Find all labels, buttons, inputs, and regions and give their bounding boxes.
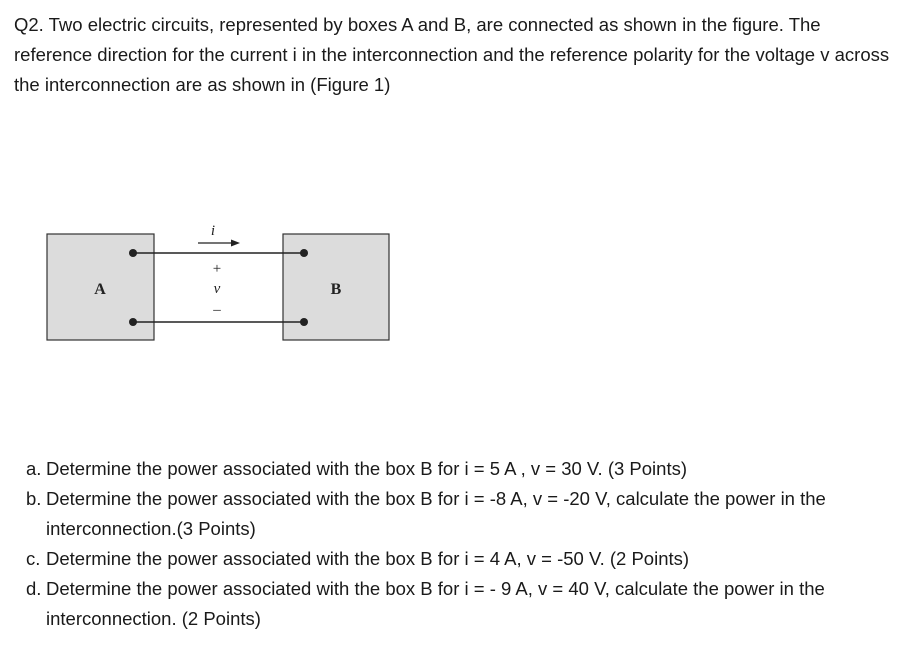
question-part-d bbox=[26, 574, 896, 634]
minus-sign: – bbox=[213, 302, 221, 318]
plus-sign: + bbox=[212, 261, 222, 277]
terminal-b-top bbox=[300, 249, 308, 257]
current-label: i bbox=[210, 223, 216, 239]
question-part-a bbox=[26, 454, 896, 484]
terminal-b-bottom bbox=[300, 318, 308, 326]
question-text: Q2. Two electric circuits, represented by boxes A and B, are connected as shown in the figure. The reference direction for the current i in the interconnection and the reference polarity for the voltage v across the interconnection are as shown in (Figure 1) bbox=[14, 14, 890, 95]
part-marker: b. bbox=[26, 488, 42, 509]
circuit-figure bbox=[40, 218, 400, 348]
question-part-c bbox=[26, 544, 896, 574]
terminal-a-top bbox=[129, 249, 137, 257]
circuit-diagram bbox=[40, 218, 400, 348]
part-text: Determine the power associated with the box B for i = -8 A, v = -20 V, calculate the power in the interconnection.(3 Points) bbox=[46, 488, 826, 539]
question-part-b bbox=[26, 484, 896, 544]
terminal-a-bottom bbox=[129, 318, 137, 326]
part-marker: a. bbox=[26, 458, 42, 479]
part-text: Determine the power associated with the box B for i = 4 A, v = -50 V. (2 Points) bbox=[46, 548, 690, 569]
part-text: Determine the power associated with the box B for i = 5 A , v = 30 V. (3 Points) bbox=[46, 458, 687, 479]
box-a-label: A bbox=[94, 281, 106, 298]
box-b-label: B bbox=[330, 281, 342, 298]
part-marker: c. bbox=[26, 548, 41, 569]
question-parts-list bbox=[26, 454, 896, 634]
part-marker: d. bbox=[26, 578, 42, 599]
part-text: Determine the power associated with the box B for i = - 9 A, v = 40 V, calculate the power in the interconnection. (2 Points) bbox=[46, 578, 825, 629]
voltage-label: v bbox=[213, 281, 221, 297]
current-arrow-icon bbox=[231, 240, 240, 247]
